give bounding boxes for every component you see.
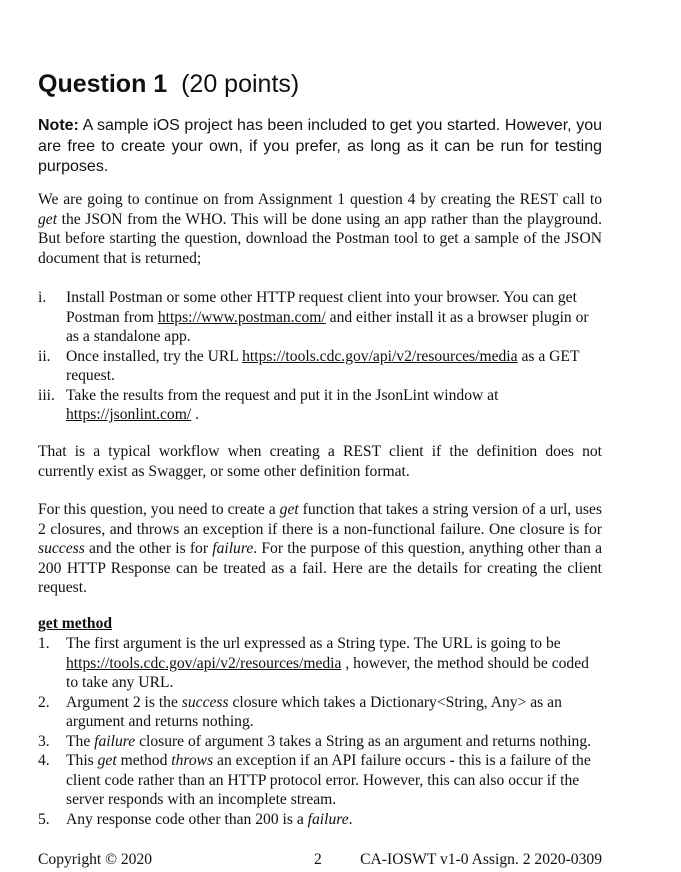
list-item — [38, 347, 602, 386]
list-item — [38, 288, 602, 347]
note-paragraph — [38, 116, 602, 178]
footer-page-number: 2 — [314, 851, 322, 868]
list-item — [38, 751, 602, 810]
question-number: Question 1 — [38, 70, 168, 98]
list-marker: iii. — [38, 386, 55, 404]
list-marker: 3. — [38, 732, 50, 750]
list-marker: ii. — [38, 347, 51, 365]
step-text: Take the results from the request and put it in the JsonLint window at — [66, 386, 499, 404]
question-text-b: function that takes a string version of a url, uses 2 closures, and throws an exception if there is a non-functional failure. One closure is for — [38, 501, 602, 538]
jsonlint-link[interactable]: https://jsonlint.com/ — [66, 406, 192, 423]
step-text: Install Postman or some other HTTP request client into your browser. You can get Postman from — [66, 289, 577, 326]
item-text: method — [116, 752, 172, 769]
list-marker: i. — [38, 289, 47, 306]
item-text: closure of argument 3 takes a String as an argument and returns nothing. — [135, 732, 592, 750]
item-text: The — [66, 732, 95, 750]
note-label: Note: — [38, 117, 79, 134]
item-emphasis: failure — [307, 810, 349, 828]
list-marker: 1. — [38, 635, 50, 652]
step-text: . — [191, 406, 199, 423]
item-emphasis: get — [97, 752, 117, 769]
question-text-c: and the other is for — [84, 540, 213, 557]
item-text: Argument 2 is the — [66, 693, 182, 711]
question-title — [38, 70, 299, 99]
item-text: closure which takes a Dictionary<String, Any> as an argument and returns nothing. — [66, 693, 562, 730]
question-paragraph — [38, 500, 602, 598]
steps-list — [38, 288, 602, 425]
intro-paragraph — [38, 190, 602, 268]
postman-link[interactable]: https://www.postman.com/ — [157, 308, 326, 326]
item-text: an exception if an API failure occurs — [213, 752, 450, 769]
list-item — [38, 732, 602, 752]
item-text: Any response code other than 200 is a — [66, 810, 308, 828]
workflow-paragraph: That is a typical workflow when creating a REST client if the definition does not currently exist as Swagger, or some other definition format. — [38, 443, 602, 480]
list-marker: 2. — [38, 693, 50, 711]
item-text: , however, the method should be coded to take any URL. — [66, 654, 589, 691]
item-emphasis: success — [181, 693, 229, 711]
failure-emphasis: failure — [212, 540, 254, 557]
intro-text-a: We are going to continue on from Assignment 1 question 4 by creating the REST call to — [38, 191, 602, 208]
question-text-a: For this question, you need to create a — [38, 501, 280, 518]
item-text: . — [348, 810, 353, 828]
item-emphasis: throws — [171, 752, 214, 769]
question-points: (20 points) — [181, 70, 300, 98]
cdc-media-link[interactable]: https://tools.cdc.gov/api/v2/resources/media — [66, 654, 342, 672]
list-item — [38, 634, 602, 693]
method-list — [38, 634, 602, 829]
list-item — [38, 386, 602, 425]
list-marker: 5. — [38, 810, 50, 828]
step-text: and either install it as a browser plugin or as a standalone app. — [66, 308, 589, 345]
question-text-d: . For the purpose of this question, anything other than a 200 HTTP Response can be treated as a fail. Here are the details for creating the client request. — [38, 540, 602, 596]
intro-text-c: the JSON from the WHO. This will be done using an app rather than the playground. But before starting the question, download the Postman tool to get a sample of the JSON document that is returned; — [38, 210, 602, 267]
list-marker: 4. — [38, 752, 50, 769]
item-text: this is a failure of the client code rather than an HTTP protocol error. However, this can also occur if the server responds with an incomplete stream. — [66, 752, 591, 808]
item-text: The first argument is the url expressed as a String type. The URL is going to be — [66, 635, 561, 652]
list-item — [38, 810, 602, 830]
success-emphasis: success — [38, 540, 85, 557]
step-text: as a GET request. — [66, 347, 580, 384]
note-text: A sample iOS project has been included to get you started. However, you are free to create your own, if you prefer, as long as it can be run for testing purposes. — [38, 117, 602, 175]
method-heading: get method — [38, 615, 113, 632]
step-text: Once installed, try the URL — [66, 347, 243, 365]
item-emphasis: failure — [94, 732, 136, 750]
item-text: This — [66, 752, 98, 769]
cdc-media-link[interactable]: https://tools.cdc.gov/api/v2/resources/media — [242, 347, 518, 365]
list-item — [38, 693, 602, 732]
footer-document-id: CA-IOSWT v1-0 Assign. 2 2020-0309 — [360, 851, 602, 868]
item-dash: - — [449, 752, 455, 769]
footer-copyright: Copyright © 2020 — [38, 851, 153, 868]
get-emphasis: get — [279, 501, 299, 518]
intro-get-emphasis: get — [38, 210, 58, 228]
